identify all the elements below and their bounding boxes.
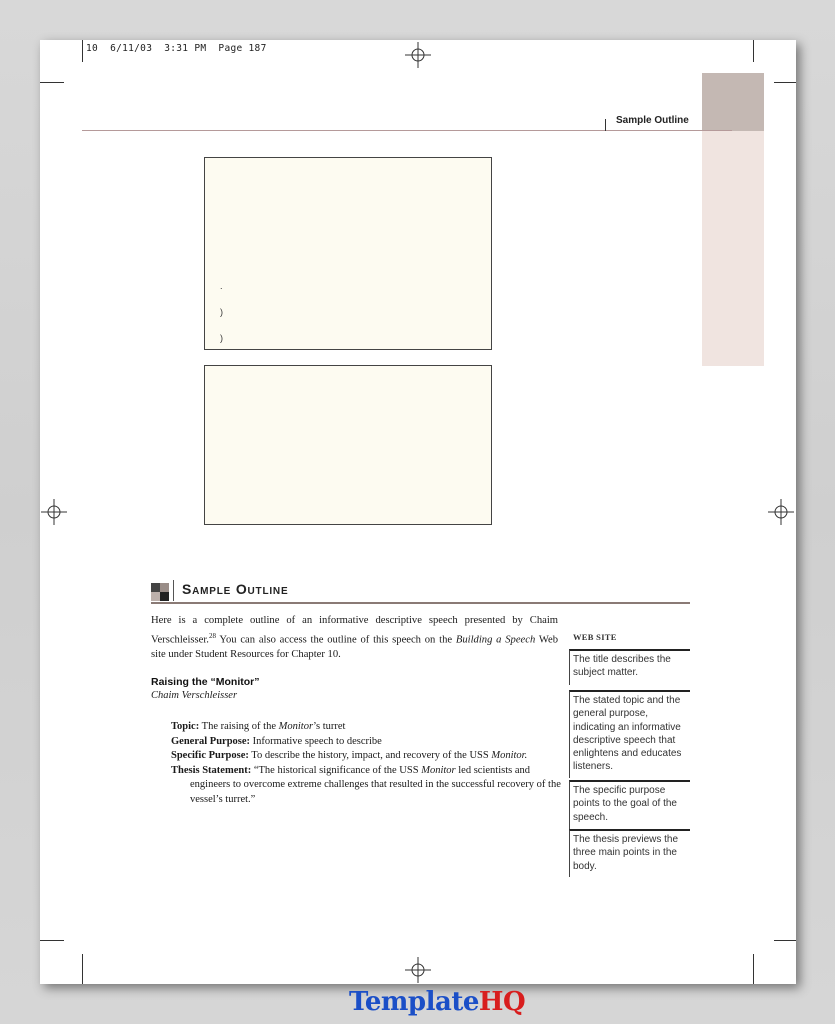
topic-text: The raising of the: [199, 721, 279, 732]
textbook-page: [40, 40, 796, 984]
speech-author: Chaim Verschleisser: [151, 690, 238, 701]
specific-purpose-italic: Monitor.: [491, 750, 528, 761]
thesis-text: led scientists and engineers to overcome extreme challenges that resulted in the successful recovery of the vessel’s turret.”: [190, 764, 561, 805]
intro-text: Web site under Student Resources for Chapter 10.: [151, 634, 558, 660]
margin-note: The stated topic and the general purpose, indicating an informative descriptive speech that enlightens and educates listeners.: [569, 690, 690, 778]
intro-text: Here is a complete outline of an informative descriptive speech presented by Chaim Verschleisser.: [151, 615, 558, 646]
topic-label: Topic:: [171, 721, 200, 732]
specific-purpose-text: To describe the history, impact, and recovery of the USS: [248, 750, 492, 761]
thesis-row: [171, 764, 561, 808]
logo-text: HQ: [478, 987, 526, 1017]
running-head: Sample Outline: [616, 115, 689, 126]
book-title: Building a Speech: [455, 634, 536, 646]
print-slug: 10 6/11/03 3:31 PM Page 187: [86, 43, 267, 54]
section-title: Sample Outline: [182, 581, 289, 597]
figure-mark: ): [220, 307, 223, 317]
speech-title: Raising the “Monitor”: [151, 676, 260, 688]
crop-mark: [753, 40, 754, 62]
crop-mark: [753, 954, 754, 984]
margin-note: The thesis previews the three main points in the body.: [569, 829, 690, 877]
figure-marks: [220, 273, 223, 351]
chapter-tab: [702, 73, 764, 131]
figure-mark: .: [220, 281, 223, 291]
crop-mark: [774, 82, 796, 83]
thesis-italic: Monitor: [421, 764, 456, 776]
header-rule: [82, 130, 732, 131]
specific-purpose-row: [171, 749, 561, 764]
figure-placeholder: [204, 365, 492, 525]
margin-note: The title describes the subject matter.: [569, 649, 690, 685]
web-site-label: WEB SITE: [573, 632, 617, 642]
figure-mark: ): [220, 333, 223, 343]
footnote-ref: 28: [208, 631, 216, 640]
registration-mark-icon: [405, 957, 431, 983]
section-checker-icon: [151, 583, 169, 601]
thesis-label: Thesis Statement:: [171, 764, 252, 776]
registration-mark-icon: [405, 42, 431, 68]
crop-mark: [82, 40, 83, 62]
general-purpose-text: Informative speech to describe: [250, 735, 382, 747]
section-rule: [151, 602, 690, 604]
crop-mark: [82, 954, 83, 984]
general-purpose-label: General Purpose:: [171, 735, 251, 747]
figure-placeholder: [204, 157, 492, 350]
crop-mark: [40, 940, 64, 941]
general-purpose-row: [171, 735, 561, 750]
templatehq-logo: [349, 987, 525, 1017]
crop-mark: [40, 82, 64, 83]
intro-paragraph: [151, 614, 558, 662]
topic-row: [171, 720, 561, 735]
chapter-tab-band: [702, 131, 764, 366]
registration-mark-icon: [768, 499, 794, 525]
margin-note: The specific purpose points to the goal of the speech.: [569, 780, 690, 830]
topic-text: ’s turret: [313, 721, 346, 732]
speech-metadata: [171, 720, 561, 807]
crop-mark: [774, 940, 796, 941]
specific-purpose-label: Specific Purpose:: [171, 750, 249, 761]
registration-mark-icon: [41, 499, 67, 525]
thesis-text: “The historical significance of the USS: [251, 764, 422, 776]
intro-text: You can also access the outline of this speech on the: [215, 634, 456, 646]
header-tick: [605, 119, 606, 131]
section-divider: [173, 580, 174, 601]
logo-text: Template: [349, 987, 479, 1017]
topic-italic: Monitor: [278, 721, 314, 732]
